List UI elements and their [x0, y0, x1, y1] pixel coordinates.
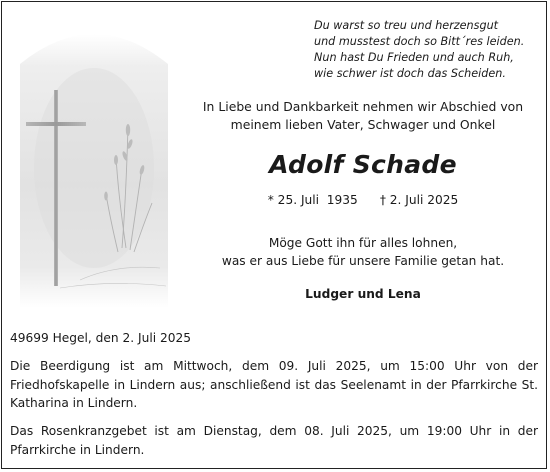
- funeral-info: Die Beerdigung ist am Mittwoch, dem 09. Juli 2025, um 15:00 Uhr von der Friedhofskapelle in Lindern aus; anschließend ist das Seelenamt in der Pfarrkirche St. Katharina in Lindern.: [10, 359, 538, 410]
- poem-line: und musstest doch so Bitt´res leiden.: [314, 35, 525, 48]
- wish-line: Möge Gott ihn für alles lohnen,: [268, 236, 458, 250]
- death-date: † 2. Juli 2025: [379, 193, 459, 207]
- signers: Ludger und Lena: [305, 287, 421, 301]
- place-date: 49699 Hegel, den 2. Juli 2025: [10, 331, 191, 345]
- cross-illustration: [20, 18, 168, 308]
- life-dates: [178, 193, 548, 207]
- poem-verse: [314, 18, 544, 82]
- rosary-info: Das Rosenkranzgebet ist am Dienstag, dem 08. Juli 2025, um 19:00 Uhr in der Pfarrkirche in Lindern.: [10, 424, 538, 457]
- poem-line: Du warst so treu und herzensgut: [314, 19, 499, 32]
- poem-line: wie schwer ist doch das Scheiden.: [314, 67, 506, 80]
- intro-text: [178, 98, 548, 134]
- intro-line: meinem lieben Vater, Schwager und Onkel: [230, 117, 496, 132]
- intro-line: In Liebe und Dankbarkeit nehmen wir Abschied von: [202, 99, 524, 114]
- wish-line: was er aus Liebe für unsere Familie getan hat.: [221, 254, 505, 268]
- birth-date: * 25. Juli 1935: [267, 193, 358, 207]
- memorial-wish: [178, 234, 548, 270]
- deceased-name: Adolf Schade: [269, 150, 457, 179]
- poem-line: Nun hast Du Frieden und auch Ruh,: [314, 51, 514, 64]
